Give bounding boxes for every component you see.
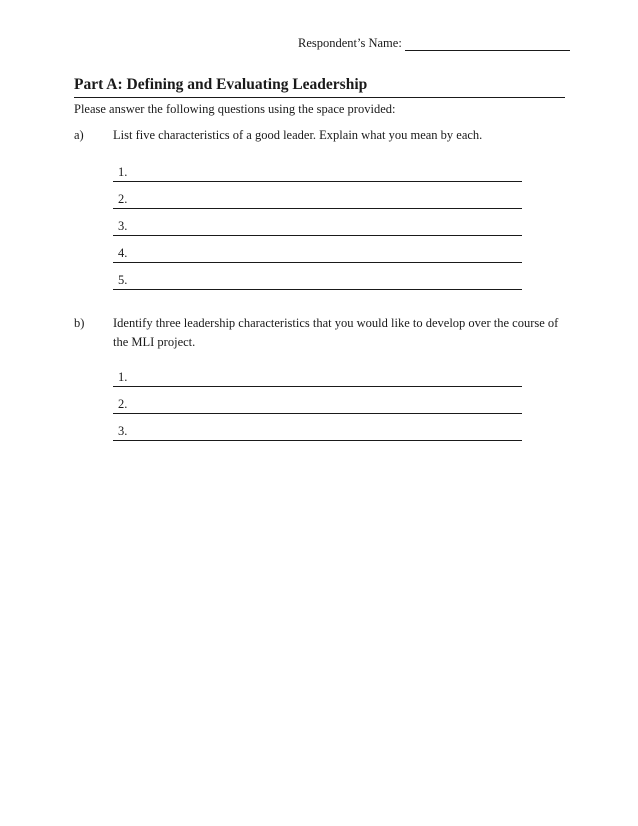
question-letter: b) [74,316,85,330]
answer-number: 4. [118,246,128,260]
answer-number: 2. [118,397,128,411]
respondent-name-label: Respondent’s Name: [298,36,402,50]
answer-line-b-3[interactable] [113,422,522,441]
answer-number: 2. [118,192,128,206]
section-title: Part A: Defining and Evaluating Leadership [74,76,565,98]
answer-line-a-2[interactable] [113,190,522,209]
answer-line-b-1[interactable] [113,368,522,387]
answer-number: 3. [118,219,128,233]
instructions-text: Please answer the following questions using the space provided: [74,102,396,116]
answer-line-a-3[interactable] [113,217,522,236]
question-letter: a) [74,128,84,142]
answer-number: 1. [118,165,128,179]
answer-line-a-1[interactable] [113,163,522,182]
answer-line-a-5[interactable] [113,271,522,290]
answer-line-a-4[interactable] [113,244,522,263]
respondent-name-field [298,36,570,51]
respondent-name-blank[interactable] [405,36,570,51]
answer-line-b-2[interactable] [113,395,522,414]
answer-number: 1. [118,370,128,384]
question-text: Identify three leadership characteristics that you would like to develop over the course of the MLI project. [113,316,559,349]
answer-number: 5. [118,273,128,287]
answer-number: 3. [118,424,128,438]
question-text: List five characteristics of a good leader. Explain what you mean by each. [113,128,483,142]
